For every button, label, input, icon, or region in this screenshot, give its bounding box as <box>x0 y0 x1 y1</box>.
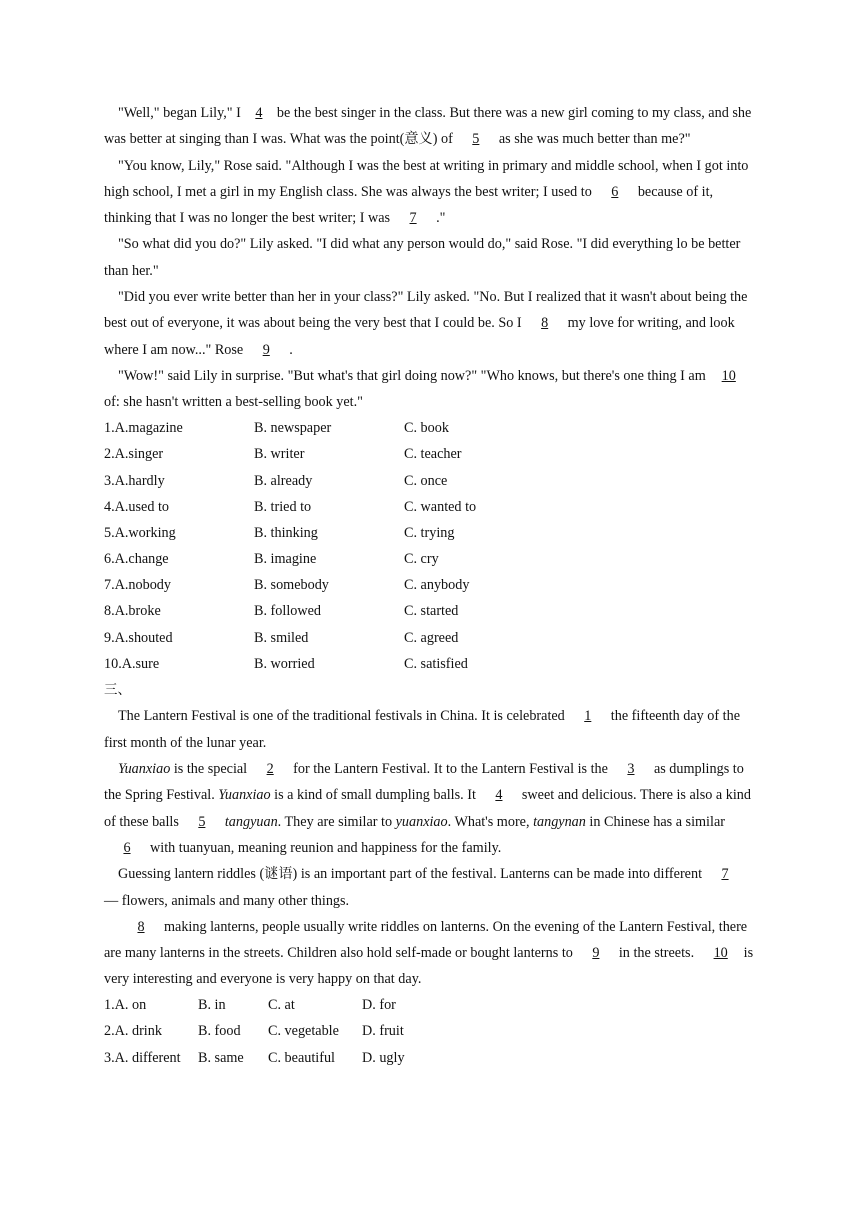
italic-term: Yuanxiao <box>218 787 271 804</box>
option: 1.A. on <box>104 997 147 1014</box>
option-row <box>104 494 760 520</box>
option-row <box>104 416 760 442</box>
option: 9.A.shouted <box>104 629 173 646</box>
text: as dumplings to the Spring Festival. <box>104 761 744 804</box>
text: with tuanyuan, meaning reunion and happiness for the family. <box>150 839 502 856</box>
document-page <box>104 100 760 1071</box>
option: 5.A.working <box>104 524 176 541</box>
option: C. at <box>268 997 295 1014</box>
blank: 7 <box>409 210 417 227</box>
option: C. anybody <box>404 577 470 594</box>
option: D. for <box>362 997 396 1014</box>
blank: 5 <box>198 813 206 830</box>
option: 3.A. different <box>104 1049 181 1066</box>
option: 2.A. drink <box>104 1023 162 1040</box>
text: Guessing lantern riddles (谜语) is an important part of the festival. Lanterns can be made into different <box>118 866 703 883</box>
blank: 9 <box>262 341 270 358</box>
blank: 3 <box>627 761 635 778</box>
text: in Chinese has a similar <box>585 813 725 830</box>
text: because of it, thinking that I was no longer the best writer; I was <box>104 183 714 227</box>
text: . <box>289 341 293 358</box>
option: B. same <box>198 1049 244 1066</box>
option: B. food <box>198 1023 241 1040</box>
option-row <box>104 1019 760 1045</box>
option: B. somebody <box>254 577 329 594</box>
option: D. fruit <box>362 1023 404 1040</box>
blank: 4 <box>495 787 503 804</box>
option: 6.A.change <box>104 551 169 568</box>
blank: 2 <box>266 761 274 778</box>
text: the fifteenth day of the first month of the lunar year. <box>104 708 740 751</box>
text: as she was much better than me?" <box>498 131 691 148</box>
blank: 10 <box>721 367 736 384</box>
options-list <box>104 993 760 1072</box>
option: C. cry <box>404 551 439 568</box>
blank: 5 <box>472 131 480 148</box>
paragraph <box>104 153 760 232</box>
text: . They are similar to <box>277 813 396 830</box>
paragraph <box>104 284 760 363</box>
option: C. wanted to <box>404 498 477 515</box>
text: sweet and delicious. There is also a kind of these balls <box>104 787 751 830</box>
text: of: she hasn't written a best-selling book yet." <box>104 394 363 411</box>
italic-term: tangynan <box>533 813 586 830</box>
option: B. followed <box>254 603 321 620</box>
paragraph <box>104 861 760 914</box>
blank: 1 <box>584 708 592 725</box>
paragraph <box>104 100 760 153</box>
paragraph <box>104 756 760 861</box>
paragraph: "So what did you do?" Lily asked. "I did what any person would do," said Rose. "I did everything lo be better than her." <box>104 236 741 279</box>
text: "Wow!" said Lily in surprise. "But what's that girl doing now?" "Who knows, but there's one thing I am <box>118 367 706 384</box>
paragraph <box>104 914 760 993</box>
option: 2.A.singer <box>104 446 164 463</box>
text: "You know, Lily," Rose said. "Although I was the best at writing in primary and middle school, when I got into high school, I met a girl in my English class. She was always the best writer; I used to <box>104 157 749 200</box>
option: 4.A.used to <box>104 498 170 515</box>
option: C. started <box>404 603 459 620</box>
option-row <box>104 599 760 625</box>
text: in the streets. <box>618 945 695 962</box>
option: C. agreed <box>404 629 459 646</box>
option: B. thinking <box>254 524 318 541</box>
option: 3.A.hardly <box>104 472 165 489</box>
option: B. already <box>254 472 313 489</box>
blank: 6 <box>123 839 131 856</box>
option: 8.A.broke <box>104 603 161 620</box>
text: my love for writing, and look where I am now..." Rose <box>104 315 735 358</box>
text: be the best singer in the class. But there was a new girl coming to my class, and she was better at singing than I was. What was the point(意义) of <box>104 105 752 148</box>
option: B. in <box>198 997 226 1014</box>
option-row <box>104 993 760 1019</box>
italic-term: yuanxiao <box>395 813 448 830</box>
option: 7.A.nobody <box>104 577 171 594</box>
option: B. smiled <box>254 629 309 646</box>
option-row <box>104 651 760 677</box>
blank: 7 <box>721 866 729 883</box>
options-list <box>104 416 760 678</box>
text: is very interesting and everyone is very happy on that day. <box>104 945 754 988</box>
option-row <box>104 625 760 651</box>
option: B. tried to <box>254 498 312 515</box>
option-row <box>104 1045 760 1071</box>
option-row <box>104 573 760 599</box>
blank: 6 <box>611 183 619 200</box>
text: making lanterns, people usually write riddles on lanterns. On the evening of the Lantern Festival, there are many lanterns in the streets. Children also hold self-made or bought lanterns to <box>104 918 748 962</box>
blank: 9 <box>592 945 600 962</box>
italic-term: Yuanxiao <box>118 761 171 778</box>
option-row <box>104 547 760 573</box>
option: C. book <box>404 420 449 437</box>
option-row <box>104 468 760 494</box>
text: . What's more, <box>447 813 534 830</box>
text: — flowers, animals and many other things. <box>104 892 350 909</box>
paragraph <box>104 703 760 756</box>
text: The Lantern Festival is one of the traditional festivals in China. It is celebrated <box>118 708 565 725</box>
option: B. newspaper <box>254 420 332 437</box>
option: C. beautiful <box>268 1049 335 1066</box>
text: is a kind of small dumpling balls. It <box>270 787 476 804</box>
section-heading: 三、 <box>104 682 131 699</box>
text: "Did you ever write better than her in your class?" Lily asked. "No. But I realized that it wasn't about being the best out of everyone, it was about being the very best that I could be. So I <box>104 289 748 332</box>
text: is the special <box>170 761 248 778</box>
option: 1.A.magazine <box>104 420 183 437</box>
option: D. ugly <box>362 1049 405 1066</box>
option: C. teacher <box>404 446 462 463</box>
text: for the Lantern Festival. It to the Lantern Festival is the <box>293 761 608 778</box>
option: B. writer <box>254 446 305 463</box>
option: 10.A.sure <box>104 655 160 672</box>
text: "Well," began Lily," I <box>118 105 241 121</box>
option: B. imagine <box>254 551 317 568</box>
blank: 10 <box>713 945 728 962</box>
blank: 8 <box>541 315 549 332</box>
option: C. once <box>404 472 448 489</box>
option-row <box>104 520 760 546</box>
italic-term: tangyuan <box>224 813 278 830</box>
option: C. vegetable <box>268 1023 339 1040</box>
blank: 8 <box>137 918 145 935</box>
option: C. satisfied <box>404 655 468 672</box>
option-row <box>104 442 760 468</box>
text: ." <box>436 210 446 227</box>
paragraph <box>104 363 760 416</box>
blank: 4 <box>255 105 263 121</box>
option: C. trying <box>404 524 455 541</box>
option: B. worried <box>254 655 315 672</box>
